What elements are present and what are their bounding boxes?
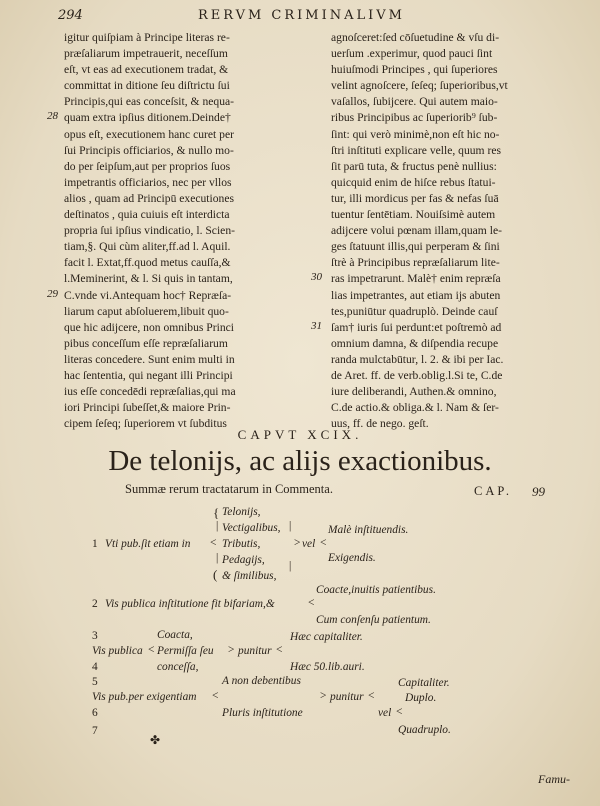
right-column-line: omnium damna, & diſpendia recupe bbox=[331, 336, 499, 350]
right-column-line: vaſallos, ſubijcere. Qui autem maio- bbox=[331, 95, 498, 109]
page-header bbox=[0, 6, 600, 26]
left-column-line: propria ſui ipſius vindicatio, l. Scien- bbox=[64, 224, 235, 238]
outline-1-item-2: Vectigalibus, bbox=[222, 522, 281, 534]
angle-bracket: < bbox=[148, 644, 155, 656]
outline-3-right-2: Hæc 50.lib.auri. bbox=[290, 661, 365, 673]
right-column-line: ges ſtatuunt illis,qui perperam & ſini bbox=[331, 240, 500, 254]
chapter-title: De telonijs, ac alijs exactionibus. bbox=[108, 445, 492, 477]
outline-3-right-1: Hæc capitaliter. bbox=[290, 631, 363, 643]
outline-5-right-1: Duplo. bbox=[405, 692, 437, 704]
left-column-line: ſui Principis officiarios, & nullo mo- bbox=[64, 143, 234, 157]
angle-bracket: < bbox=[368, 690, 375, 702]
left-column-line: Principis,qui eas conceſsit, & nequa- bbox=[64, 95, 235, 109]
right-column-line: ras impetrarunt. Malè† enim repræſa bbox=[331, 272, 501, 286]
catchword: Famu- bbox=[538, 772, 570, 786]
outline-5-punitur: punitur bbox=[330, 691, 364, 703]
outline-3-punitur: punitur bbox=[238, 645, 272, 657]
outline-2-label: Vis publica inſtitutione fit bifariam,& bbox=[105, 598, 275, 610]
left-column-line: iori Principi ſubeſſet,& maiore Prin- bbox=[64, 401, 231, 415]
left-column bbox=[64, 30, 304, 432]
outline-5-vel: vel bbox=[378, 707, 392, 719]
outline-3-item-2: Permiſſa ſeu bbox=[157, 645, 214, 657]
right-column bbox=[331, 30, 563, 432]
brace-right: | bbox=[289, 560, 292, 572]
left-column-line: deſtinatos , quia cuiuis eſt interdicta bbox=[64, 208, 230, 222]
right-column-line: ſam† iuris ſui perdunt:et poſtremò ad bbox=[331, 320, 502, 334]
left-column-line: præſaliarum impetrauerit, neceſſum bbox=[64, 47, 228, 61]
right-column-line: lias impetrantes, aut etiam ijs abuten bbox=[331, 288, 501, 302]
chapter-heading: CAPVT XCIX. bbox=[237, 427, 363, 442]
outline-number-3: 3 bbox=[92, 630, 98, 642]
angle-bracket: > bbox=[228, 644, 235, 656]
angle-bracket: < bbox=[320, 537, 327, 549]
outline-1-label: Vti pub.ſit etiam in bbox=[105, 538, 191, 550]
outline-5-item-2: Pluris inſtitutione bbox=[222, 707, 303, 719]
running-title: RERVM CRIMINALIVM bbox=[198, 8, 405, 23]
left-column-line: ius eſſe concedēdi repræſalias,qui ma bbox=[64, 385, 236, 399]
right-column-line: adijcere volui pœnam illam,quam le- bbox=[331, 224, 502, 238]
outline-number-5: 5 bbox=[92, 676, 98, 688]
outline-1-right-2: Exigendis. bbox=[328, 552, 376, 564]
angle-bracket: > bbox=[320, 690, 327, 702]
outline-5-right-top: Capitaliter. bbox=[398, 677, 450, 689]
printer-ornament: ✤ bbox=[150, 733, 161, 747]
right-column-line: tuentur ſentētiam. Nouiſsimè autem bbox=[331, 208, 496, 222]
left-column-line: tiam,§. Qui cùm aliter,ff.ad l. Aquil. bbox=[64, 240, 231, 254]
angle-bracket: < bbox=[276, 644, 283, 656]
right-column-line: ſint: qui verò minimè,non eſt hic no- bbox=[331, 127, 500, 141]
right-column-line: ſtrè à Principibus repræſaliarum lite- bbox=[331, 256, 500, 270]
outline-2-right-2: Cum conſenſu patientum. bbox=[316, 614, 431, 626]
brace-right: | bbox=[289, 520, 292, 532]
summary-heading: Summæ rerum tractatarum in Commenta. bbox=[125, 482, 333, 496]
left-column-line: facit l. Extat,ff.quod metus cauſſa,& bbox=[64, 256, 231, 270]
outline-1-vel: vel bbox=[302, 538, 316, 550]
right-column-line: quicquid enim de hiſce rebus ſtatui- bbox=[331, 175, 496, 189]
outline-number-6: 6 bbox=[92, 707, 98, 719]
brace-top: { bbox=[213, 505, 220, 520]
right-column-line: uus, ff. de nego. geſt. bbox=[331, 417, 429, 431]
outline-5-item-1: A non debentibus bbox=[222, 675, 301, 687]
left-column-line: eſt, vt eas ad executionem tradat, & bbox=[64, 63, 229, 77]
outline-1-item-3: Tributis, bbox=[222, 538, 261, 550]
left-column-line: committat in ditione ſeu diſtrictu ſui bbox=[64, 79, 230, 93]
left-column-line: literas concedere. Sunt enim multi in bbox=[64, 352, 235, 366]
cap-number: 99 bbox=[532, 484, 545, 499]
right-column-line: uerſum .experimur, quod pauci ſint bbox=[331, 47, 493, 61]
left-column-line: que hic adijcere, non omnibus Princi bbox=[64, 320, 235, 334]
left-column-line: alios , quam ad Principū executiones bbox=[64, 191, 235, 205]
outline-5-right-2: Quadruplo. bbox=[398, 724, 451, 736]
outline-1-right-1: Malè inſtituendis. bbox=[328, 524, 409, 536]
left-column-line: quam extra ipſius ditionem.Deinde† bbox=[64, 111, 231, 125]
margin-number-30: 30 bbox=[311, 271, 322, 283]
outline-3-label: Vis publica bbox=[92, 645, 143, 657]
left-column-line: impetrantis officiarios, nec per vllos bbox=[64, 175, 232, 189]
outline-number-7: 7 bbox=[92, 725, 98, 737]
outline-3-item-1: Coacta, bbox=[157, 629, 193, 641]
left-column-line: cipem ſeſeq; ſuperiorem vt ſubditus bbox=[64, 417, 227, 431]
right-column-line: tes,puniūtur quadruplò. Deinde cauſ bbox=[331, 304, 498, 318]
brace-bar: | bbox=[216, 552, 219, 564]
right-column-line: tur, illi mordicus per fas & nefas ſuā bbox=[331, 191, 499, 205]
page-number: 294 bbox=[58, 8, 83, 23]
angle-bracket: < bbox=[210, 537, 217, 549]
right-column-line: de Aret. ff. de verb.oblig.l.Si te, C.de bbox=[331, 368, 503, 382]
angle-bracket: < bbox=[396, 706, 403, 718]
angle-bracket: < bbox=[308, 597, 315, 609]
cap-label: CAP. bbox=[474, 484, 513, 498]
margin-number-29: 29 bbox=[47, 288, 58, 300]
outline-number-2: 2 bbox=[92, 598, 98, 610]
outline-2-right-1: Coacte,inuitis patientibus. bbox=[316, 584, 436, 596]
right-column-line: huiuſmodi Principes , qui ſuperiores bbox=[331, 63, 498, 77]
left-column-line: igitur quiſpiam à Principe literas re- bbox=[64, 31, 230, 44]
brace-bar: | bbox=[216, 520, 219, 532]
right-column-line: agnoſceret:ſed cōſuetudine & vſu di- bbox=[331, 31, 500, 44]
left-column-line: do per ſeipſum,aut per proprios ſuos bbox=[64, 159, 231, 173]
outline-number-4: 4 bbox=[92, 661, 98, 673]
left-column-line: opus eſt, executionem hanc curet per bbox=[64, 127, 234, 141]
outline-1-item-5: & ſimilibus, bbox=[222, 570, 277, 582]
outline-number-1: 1 bbox=[92, 538, 98, 550]
margin-number-31: 31 bbox=[311, 320, 322, 332]
left-column-line: l.Meminerint, & l. Si quis in tantam, bbox=[64, 272, 233, 286]
right-column-line: ribus Principibus ac ſuperiorib⁹ ſub- bbox=[331, 111, 498, 125]
outline-1-item-1: Telonijs, bbox=[222, 506, 261, 518]
outline-3-item-3: conceſſa, bbox=[157, 661, 199, 673]
margin-number-28: 28 bbox=[47, 110, 58, 122]
left-column-line: pibus conceſſum eſſe repræſaliarum bbox=[64, 336, 228, 350]
right-column-line: ſit parū tuta, & fructus penè nullius: bbox=[331, 159, 497, 173]
outline-1-item-4: Pedagijs, bbox=[222, 554, 265, 566]
left-column-line: hac ſententia, qui negant illi Principi bbox=[64, 368, 233, 382]
angle-bracket: < bbox=[212, 690, 219, 702]
left-column-line: C.vnde vi.Antequam hoc† Repræſa- bbox=[64, 288, 232, 302]
right-column-line: iure deliberandi, Authen.& omnino, bbox=[331, 385, 497, 399]
angle-bracket: > bbox=[294, 537, 301, 549]
right-column-line: velint agnoſcere, ſeſeq; ſuperioribus,vt bbox=[331, 79, 508, 93]
right-column-line: C.de actio.& obliga.& l. Nam & ſer- bbox=[331, 401, 499, 415]
left-column-line: liarum caput abſoluerem,libuit quo- bbox=[64, 304, 229, 318]
brace-bottom: ( bbox=[213, 567, 218, 582]
right-column-line: randa mulctabūtur, l. 2. & ibi per Iac. bbox=[331, 352, 504, 366]
outline-5-label: Vis pub.per exigentiam bbox=[92, 691, 197, 703]
right-column-line: ſtri inſtituti explicare velle, quum res bbox=[331, 143, 501, 157]
